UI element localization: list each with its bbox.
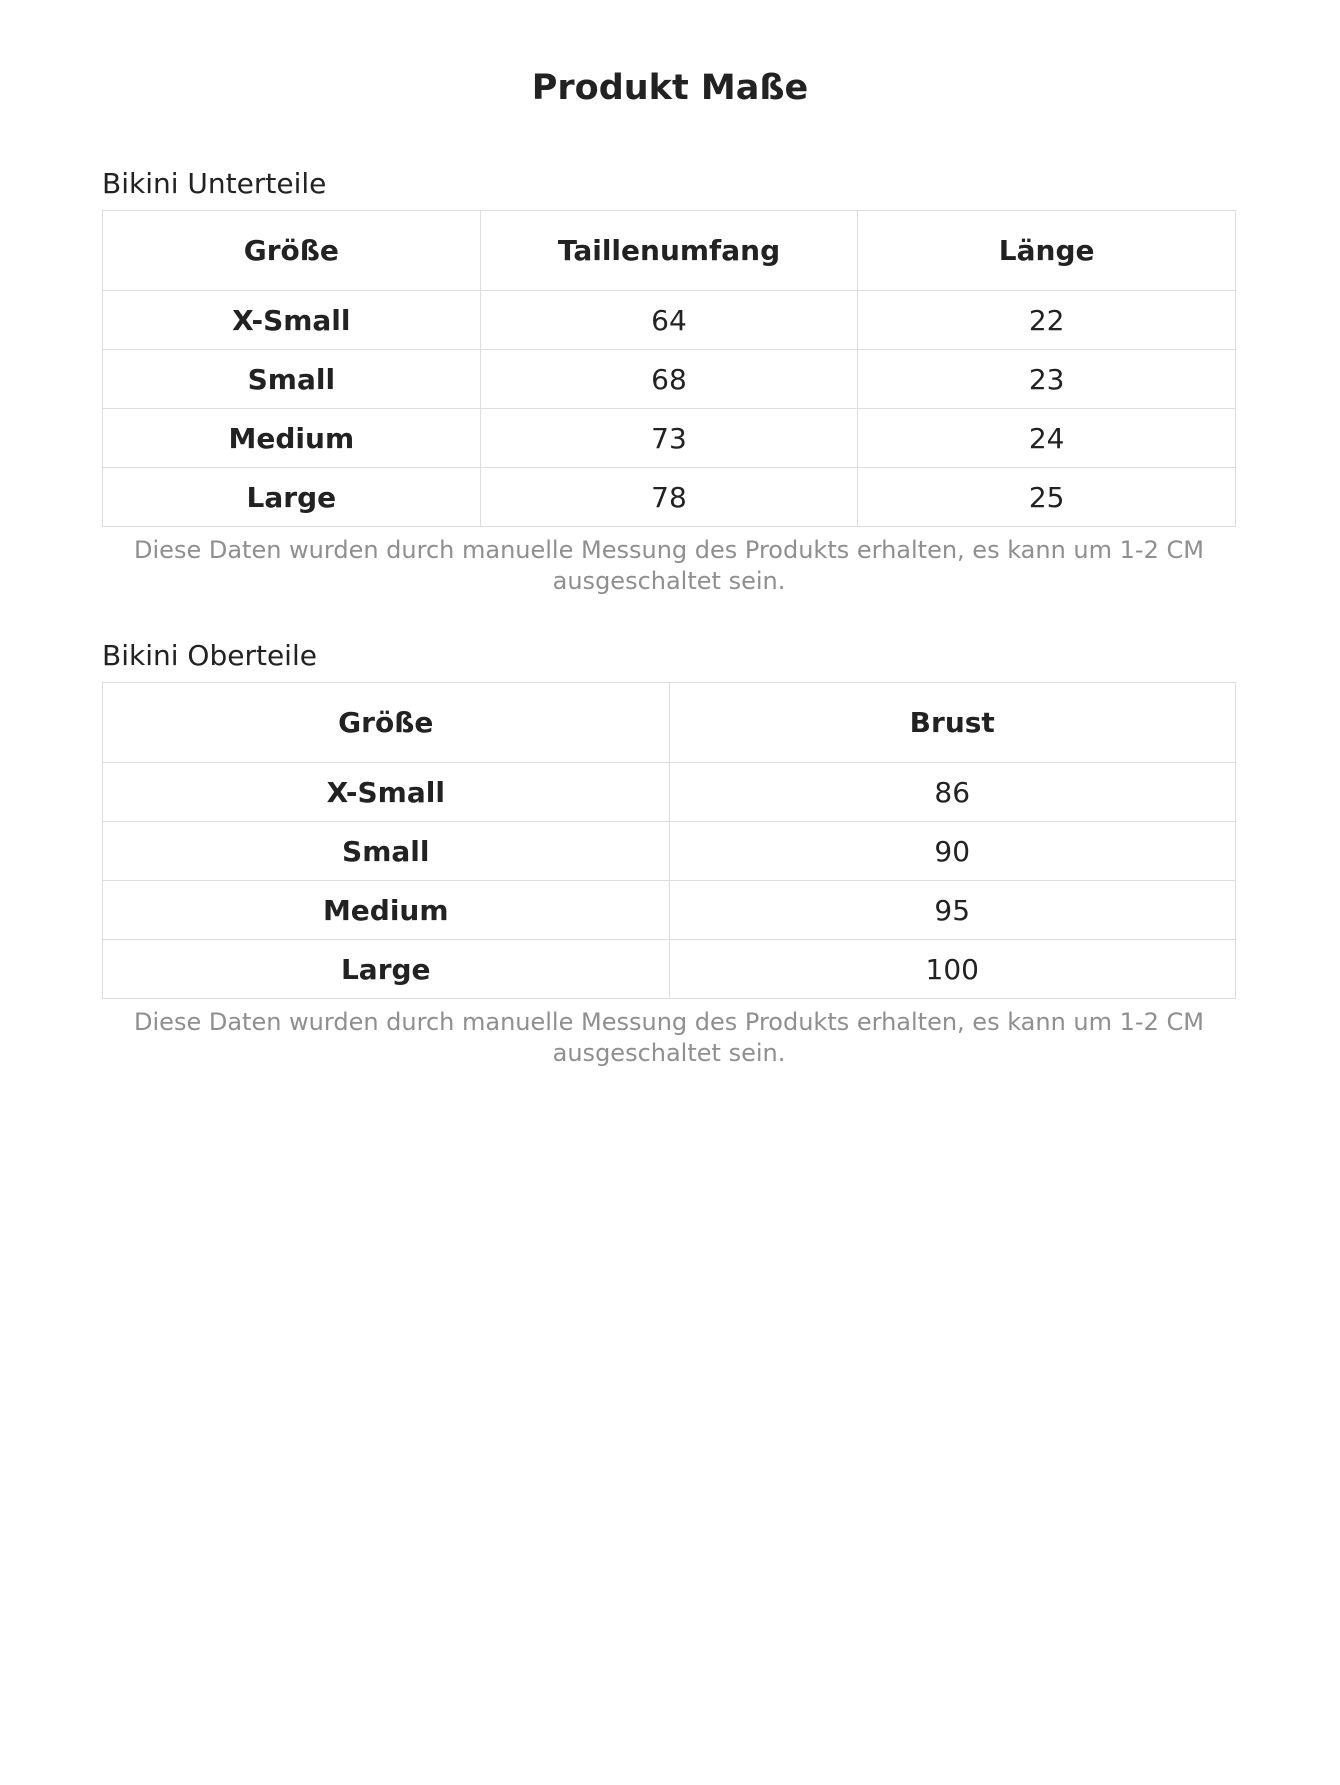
table-row (103, 468, 1236, 527)
table-header-row (103, 683, 1236, 763)
table-row (103, 881, 1236, 940)
waist-cell: 68 (480, 350, 858, 409)
section-title: Bikini Unterteile (102, 167, 327, 200)
table-row (103, 763, 1236, 822)
chest-cell: 86 (669, 763, 1236, 822)
size-table (102, 682, 1236, 999)
section-bikini-oberteile (102, 636, 1236, 1069)
measurement-note: Diese Daten wurden durch manuelle Messung des Produkts erhalten, es kann um 1-2 CM ausgeschaltet sein. (134, 536, 1204, 595)
table-row (103, 822, 1236, 881)
column-header-chest: Brust (669, 683, 1236, 763)
size-cell: X-Small (103, 291, 481, 350)
waist-cell: 73 (480, 409, 858, 468)
table-row (103, 409, 1236, 468)
column-header-waist: Taillenumfang (480, 211, 858, 291)
waist-cell: 78 (480, 468, 858, 527)
section-title: Bikini Oberteile (102, 639, 317, 672)
size-cell: Medium (103, 881, 670, 940)
size-cell: Large (103, 940, 670, 999)
column-header-size: Größe (103, 683, 670, 763)
page-title: Produkt Maße (531, 68, 809, 108)
size-cell: X-Small (103, 763, 670, 822)
chest-cell: 95 (669, 881, 1236, 940)
column-header-size: Größe (103, 211, 481, 291)
length-cell: 23 (858, 350, 1236, 409)
section-bikini-unterteile (102, 164, 1236, 597)
measurement-note: Diese Daten wurden durch manuelle Messung des Produkts erhalten, es kann um 1-2 CM ausgeschaltet sein. (134, 1008, 1204, 1067)
table-header-row (103, 211, 1236, 291)
table-row (103, 291, 1236, 350)
size-table (102, 210, 1236, 527)
size-cell: Medium (103, 409, 481, 468)
length-cell: 22 (858, 291, 1236, 350)
size-cell: Small (103, 822, 670, 881)
size-cell: Large (103, 468, 481, 527)
chest-cell: 90 (669, 822, 1236, 881)
length-cell: 25 (858, 468, 1236, 527)
waist-cell: 64 (480, 291, 858, 350)
table-row (103, 940, 1236, 999)
chest-cell: 100 (669, 940, 1236, 999)
size-cell: Small (103, 350, 481, 409)
table-row (103, 350, 1236, 409)
length-cell: 24 (858, 409, 1236, 468)
column-header-length: Länge (858, 211, 1236, 291)
